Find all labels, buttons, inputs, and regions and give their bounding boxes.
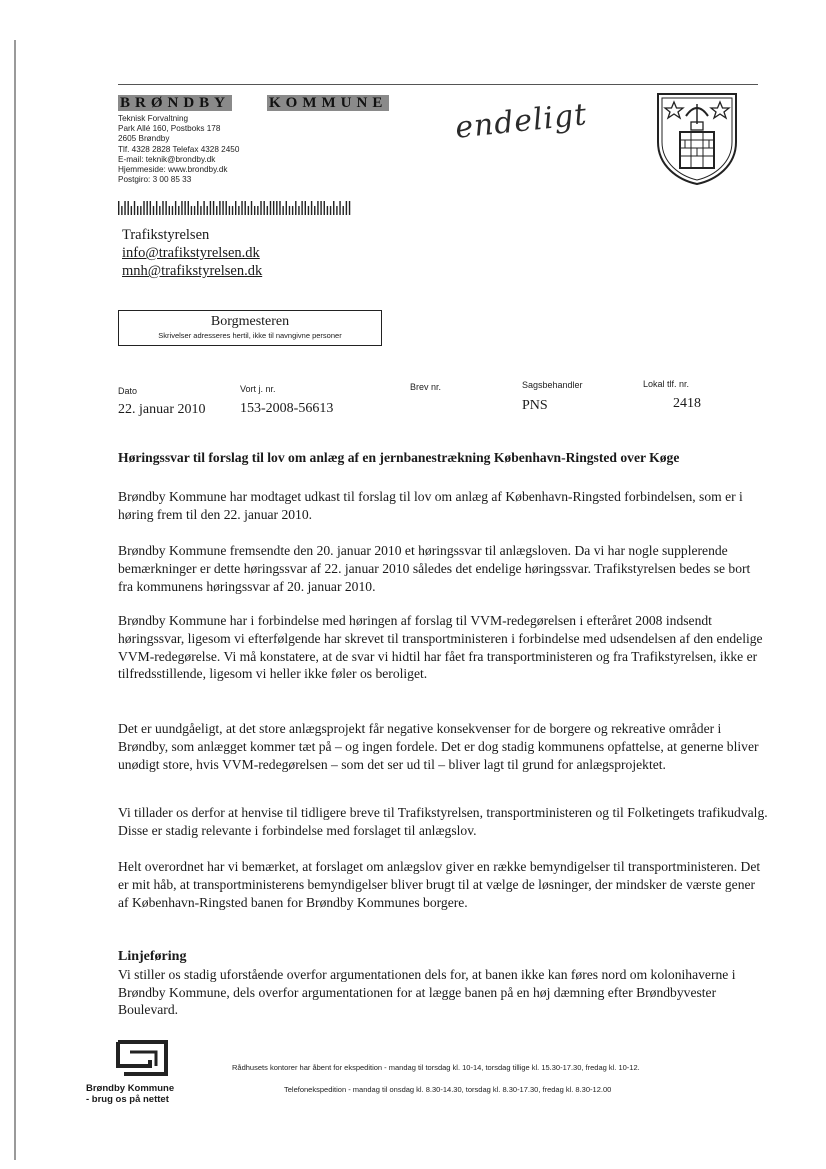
recipient-block: [122, 226, 262, 280]
reference-value: 153-2008-56613: [240, 401, 334, 416]
letterhead-brand: [118, 95, 389, 112]
body-paragraph: [118, 858, 768, 911]
mayor-title: Borgmesteren: [210, 314, 290, 329]
mayor-box: [118, 310, 382, 346]
handler-label: Sagsbehandler: [522, 380, 583, 390]
postal-barcode: [118, 201, 352, 215]
scan-edge-line: [14, 40, 16, 1160]
address-line: 2605 Brøndby: [118, 134, 170, 144]
footer-brand-line: - brug os på nettet: [86, 1094, 169, 1105]
recipient-name: Trafikstyrelsen: [122, 227, 210, 243]
address-line: Teknisk Forvaltning: [118, 114, 189, 123]
body-paragraph: [118, 804, 768, 840]
section-text: Vi stiller os stadig uforstående overfor argumentationen dels for, at banen ikke kan føres nord om kolonihaverne i Brøndby Kommune, dels overfor argumentationen for at lægge banen på en høj dæmning efter Brøndbyvester Boulevard.: [118, 966, 736, 1018]
letter-subject: Høringssvar til forslag til lov om anlæg af en jernbanestrækning København-Ringsted over Køge: [118, 450, 680, 465]
handler-value: PNS: [522, 398, 548, 413]
handwritten-note: endeligt: [453, 97, 589, 146]
kommune-logo-icon: [104, 1040, 174, 1080]
body-paragraph: [118, 720, 768, 773]
recipient-email-link[interactable]: mnh@trafikstyrelsen.dk: [122, 263, 263, 279]
date-value: 22. januar 2010: [118, 402, 206, 417]
phone-label: Lokal tlf. nr.: [643, 379, 690, 389]
coat-of-arms-icon: [654, 90, 740, 186]
footer-phone-hours: Telefonekspedition - mandag til onsdag kl. 8.30-14.30, torsdag kl. 8.30-17.30, fredag kl. 8.30-12.00: [284, 1085, 612, 1094]
body-paragraph: [118, 488, 768, 524]
brand-word-1: BRØNDBY: [120, 95, 231, 111]
address-line: Hjemmeside: www.brondby.dk: [118, 165, 228, 175]
footer-brand-line: Brøndby Kommune: [86, 1083, 175, 1094]
letter-number-label: Brev nr.: [410, 382, 442, 392]
body-paragraph: [118, 612, 768, 683]
paragraph-text: Vi tillader os derfor at henvise til tidligere breve til Trafikstyrelsen, transportministeren og til Folketingets trafikudvalg. Disse er stadig relevante i forbindelse med forslaget til anlægslov.: [118, 805, 768, 838]
paragraph-text: Brøndby Kommune har modtaget udkast til forslag til lov om anlæg af København-Ringsted forbindelsen, som er i høring frem til den 22. januar 2010.: [118, 489, 743, 522]
paragraph-text: Det er uundgåeligt, at det store anlægsprojekt får negative konsekvenser for de borgere og rekreative områder i Brøndby, som anlægget kommer tæt på – og ingen fordele. Det er dog stadig kommunens opfattelse, at generne bliver unødigt store, hvis VVM-redegørelsen – som det ser ud til – bliver lagt til grund for anlægsprojektet.: [118, 721, 759, 772]
recipient-email-link[interactable]: info@trafikstyrelsen.dk: [122, 245, 260, 261]
sender-address: [118, 114, 239, 185]
date-label: Dato: [118, 386, 138, 396]
section-heading: Linjeføring: [118, 949, 187, 964]
paragraph-text: Brøndby Kommune fremsendte den 20. januar 2010 et høringssvar til anlægsloven. Da vi har nogle supplerende bemærkninger er dette høringssvar af 22. januar 2010 således det endelige høringssvar. Trafikstyrelsen bedes se bort fra kommunens høringssvar af 20. januar 2010.: [118, 543, 751, 594]
address-line: Postgiro: 3 00 85 33: [118, 175, 192, 185]
reference-label: Vort j. nr.: [240, 384, 276, 394]
brand-word-2: KOMMUNE: [269, 95, 388, 111]
section-linjeforing: [118, 948, 768, 1019]
body-paragraph: [118, 542, 768, 595]
paragraph-text: Helt overordnet har vi bemærket, at forslaget om anlægslov giver en række bemyndigelser til transportministeren. Det er mit håb, at transportministerens bemyndigelser bliver brugt til at vælge de løsninger, der mindsker de værste gener af København-Ringsted banen for Brøndby Kommunes borgere.: [118, 859, 761, 910]
footer-brand: [86, 1083, 174, 1105]
address-line: E-mail: teknik@brondby.dk: [118, 154, 216, 164]
address-line: Park Allé 160, Postboks 178: [118, 124, 221, 134]
header-rule-top: [118, 84, 758, 85]
footer-office-hours: Rådhusets kontorer har åbent for ekspedition - mandag til torsdag kl. 10-14, torsdag tillige kl. 15.30-17.30, fredag kl. 10-12.: [232, 1063, 640, 1072]
mayor-note: Skrivelser adresseres hertil, ikke til navngivne personer: [158, 331, 342, 340]
phone-value: 2418: [673, 396, 701, 411]
address-line: Tlf. 4328 2828 Telefax 4328 2450: [118, 144, 240, 154]
paragraph-text: Brøndby Kommune har i forbindelse med høringen af forslag til VVM-redegørelsen i efteråret 2008 indsendt høringssvar, ligesom vi efterfølgende har skrevet til transportministeren i forbindelse med udsendelsen af den endelige VVM-redegørelse. Vi må konstatere, at de svar vi hidtil har fået fra transportministeren og fra Trafikstyrelsen, ikke er tilfredsstillende, ligesom vi heller ikke føler os beroliget.: [118, 613, 763, 682]
